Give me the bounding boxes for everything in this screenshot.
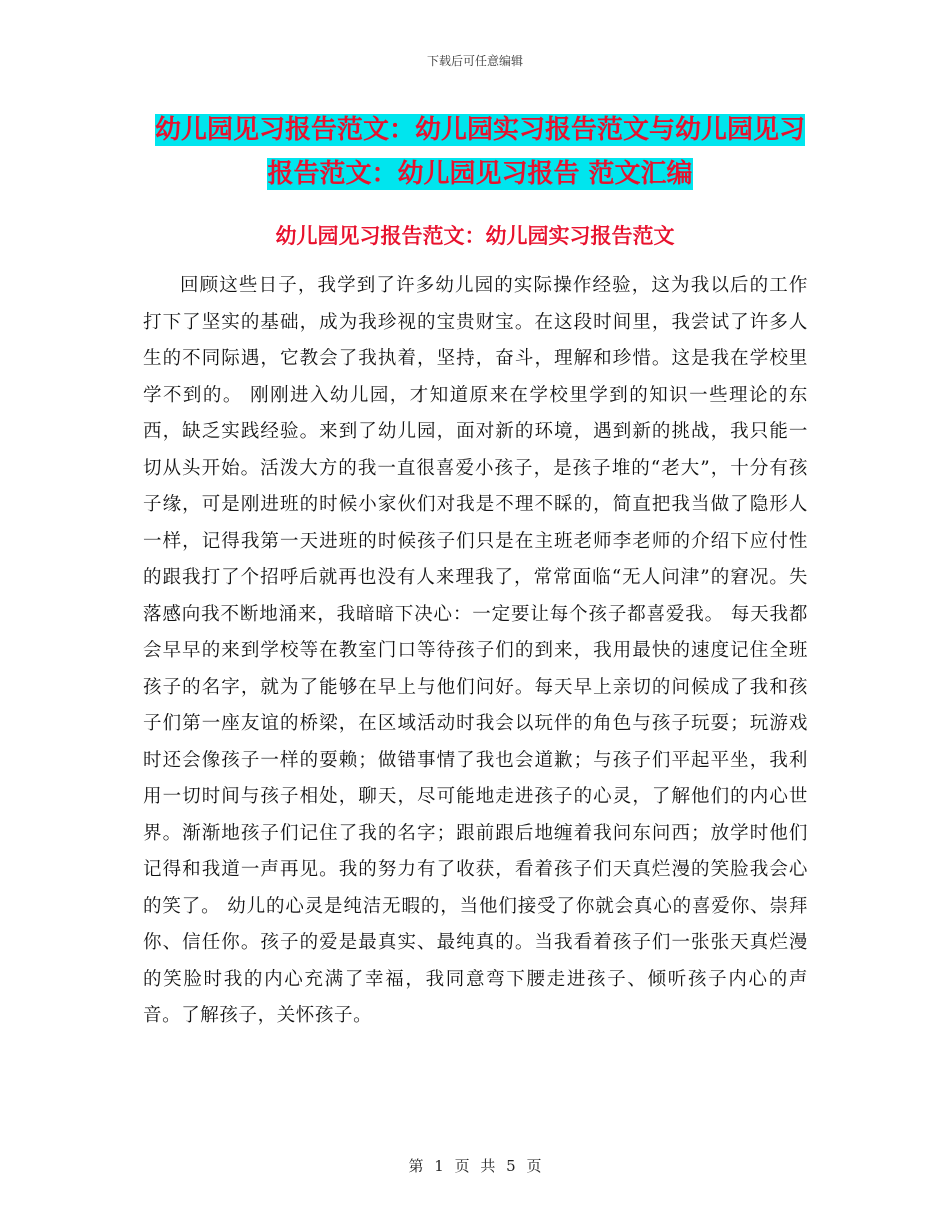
section-heading: 幼儿园见习报告范文：幼儿园实习报告范文 (275, 223, 675, 248)
header-note: 下载后可任意编辑 (426, 54, 523, 68)
page-footer: 第 1 页 共 5 页 (408, 1157, 542, 1175)
document-title (150, 108, 810, 196)
body-paragraph: 回顾这些日子，我学到了许多幼儿园的实际操作经验，这为我以后的工作打下了坚实的基础，成为我珍视的宝贵财宝。在这段时间里，我尝试了许多人生的不同际遇，它教会了我执着，坚持，奋斗，理解和珍惜。这是我在学校里学不到的。 刚刚进入幼儿园，才知道原来在学校里学到的知识一些理论的东西，缺乏实践经验。来到了幼儿园，面对新的环境，遇到新的挑战，我只能一切从头开始。活泼大方的我一直很喜爱小孩子，是孩子堆的“老大”，十分有孩子缘，可是刚进班的时候小家伙们对我是不理不睬的，简直把我当做了隐形人一样，记得我第一天进班的时候孩子们只是在主班老师李老师的介绍下应付性的跟我打了个招呼后就再也没有人来理我了，常常面临“无人问津”的窘况。失落感向我不断地涌来，我暗暗下决心：一定要让每个孩子都喜爱我。 每天我都会早早的来到学校等在教室门口等待孩子们的到来，我用最快的速度记住全班孩子的名字，就为了能够在早上与他们问好。每天早上亲切的问候成了我和孩子们第一座友谊的桥梁，在区域活动时我会以玩伴的角色与孩子玩耍；玩游戏时还会像孩子一样的耍赖；做错事情了我也会道歉；与孩子们平起平坐，我利用一切时间与孩子相处，聊天，尽可能地走进孩子的心灵，了解他们的内心世界。渐渐地孩子们记住了我的名字；跟前跟后地缠着我问东问西；放学时他们记得和我道一声再见。我的努力有了收获，看着孩子们天真烂漫的笑脸我会心的笑了。 幼儿的心灵是纯洁无暇的，当他们接受了你就会真心的喜爱你、崇拜你、信任你。孩子的爱是最真实、最纯真的。当我看着孩子们一张张天真烂漫的笑脸时我的内心充满了幸福，我同意弯下腰走进孩子、倾听孩子内心的声音。了解孩子，关怀孩子。 (143, 275, 808, 1026)
document-title-text: 幼儿园见习报告范文：幼儿园实习报告范文与幼儿园见习报告范文：幼儿园见习报告 范文汇编 (154, 115, 805, 189)
